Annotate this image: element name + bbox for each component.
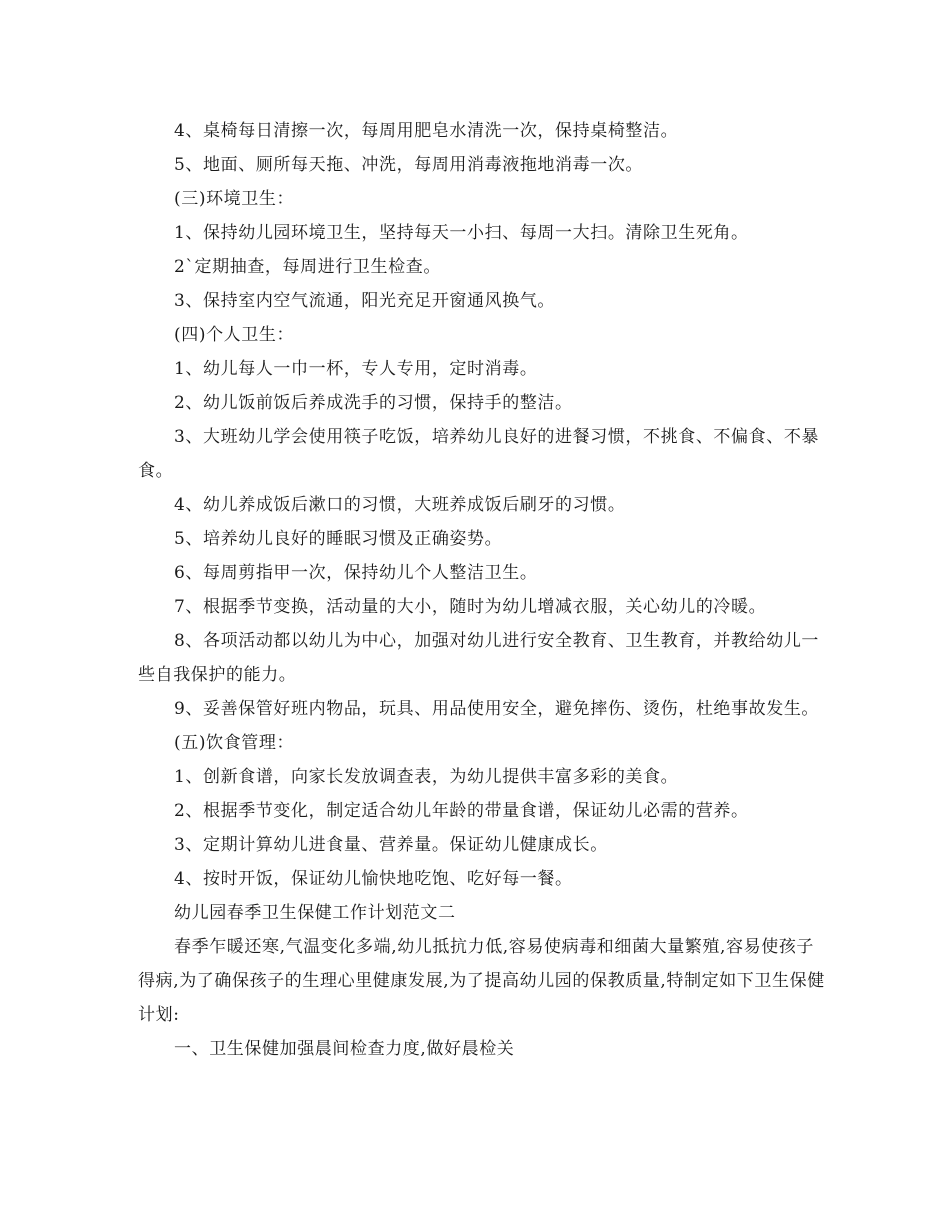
- sample-two-intro: 春季乍暖还寒,气温变化多端,幼儿抵抗力低,容易使病毒和细菌大量繁殖,容易使孩子得病,为了确保孩子的生理心里健康发展,为了提高幼儿园的保教质量,特制定如下卫生保健计划:: [138, 937, 825, 1025]
- paragraph-personal-2: 2、幼儿饭前饭后养成洗手的习惯，保持手的整洁。: [174, 393, 573, 413]
- paragraph-env-2: 2`定期抽查，每周进行卫生检查。: [174, 257, 441, 277]
- paragraph-personal-3: 3、大班幼儿学会使用筷子吃饭，培养幼儿良好的进餐习惯，不挑食、不偏食、不暴食。: [138, 427, 820, 481]
- paragraph-diet-1: 1、创新食谱，向家长发放调查表，为幼儿提供丰富多彩的美食。: [174, 767, 679, 787]
- paragraph-personal-9: 9、妥善保管好班内物品，玩具、用品使用安全，避免摔伤、烫伤，杜绝事故发生。: [174, 699, 820, 719]
- paragraph-personal-1: 1、幼儿每人一巾一杯，专人专用，定时消毒。: [174, 359, 538, 379]
- section-heading-personal: (四)个人卫生：: [174, 325, 295, 345]
- paragraph-personal-5: 5、培养幼儿良好的睡眠习惯及正确姿势。: [174, 529, 503, 549]
- paragraph-personal-7: 7、根据季节变换，活动量的大小，随时为幼儿增减衣服，关心幼儿的冷暖。: [174, 597, 767, 617]
- paragraph-env-3: 3、保持室内空气流通，阳光充足开窗通风换气。: [174, 291, 556, 311]
- section-heading-diet: (五)饮食管理：: [174, 733, 295, 753]
- paragraph-personal-4: 4、幼儿养成饭后漱口的习惯，大班养成饭后刷牙的习惯。: [174, 495, 626, 515]
- section-heading-environment: (三)环境卫生：: [174, 189, 295, 209]
- paragraph-diet-2: 2、根据季节变化，制定适合幼儿年龄的带量食谱，保证幼儿必需的营养。: [174, 801, 749, 821]
- paragraph-personal-6: 6、每周剪指甲一次，保持幼儿个人整洁卫生。: [174, 563, 538, 583]
- document-body: [138, 114, 828, 1066]
- paragraph-5-floors: 5、地面、厕所每天拖、冲洗，每周用消毒液拖地消毒一次。: [174, 155, 644, 175]
- paragraph-4-tables: 4、桌椅每日清擦一次，每周用肥皂水清洗一次，保持桌椅整洁。: [174, 121, 679, 141]
- paragraph-diet-3: 3、定期计算幼儿进食量、营养量。保证幼儿健康成长。: [174, 835, 608, 855]
- sample-two-section-1: 一、卫生保健加强晨间检查力度,做好晨检关: [174, 1039, 515, 1059]
- paragraph-diet-4: 4、按时开饭，保证幼儿愉快地吃饱、吃好每一餐。: [174, 869, 573, 889]
- paragraph-personal-8: 8、各项活动都以幼儿为中心，加强对幼儿进行安全教育、卫生教育，并教给幼儿一些自我保护的能力。: [138, 631, 820, 685]
- sample-two-title: 幼儿园春季卫生保健工作计划范文二: [174, 903, 456, 923]
- paragraph-env-1: 1、保持幼儿园环境卫生，坚持每天一小扫、每周一大扫。清除卫生死角。: [174, 223, 749, 243]
